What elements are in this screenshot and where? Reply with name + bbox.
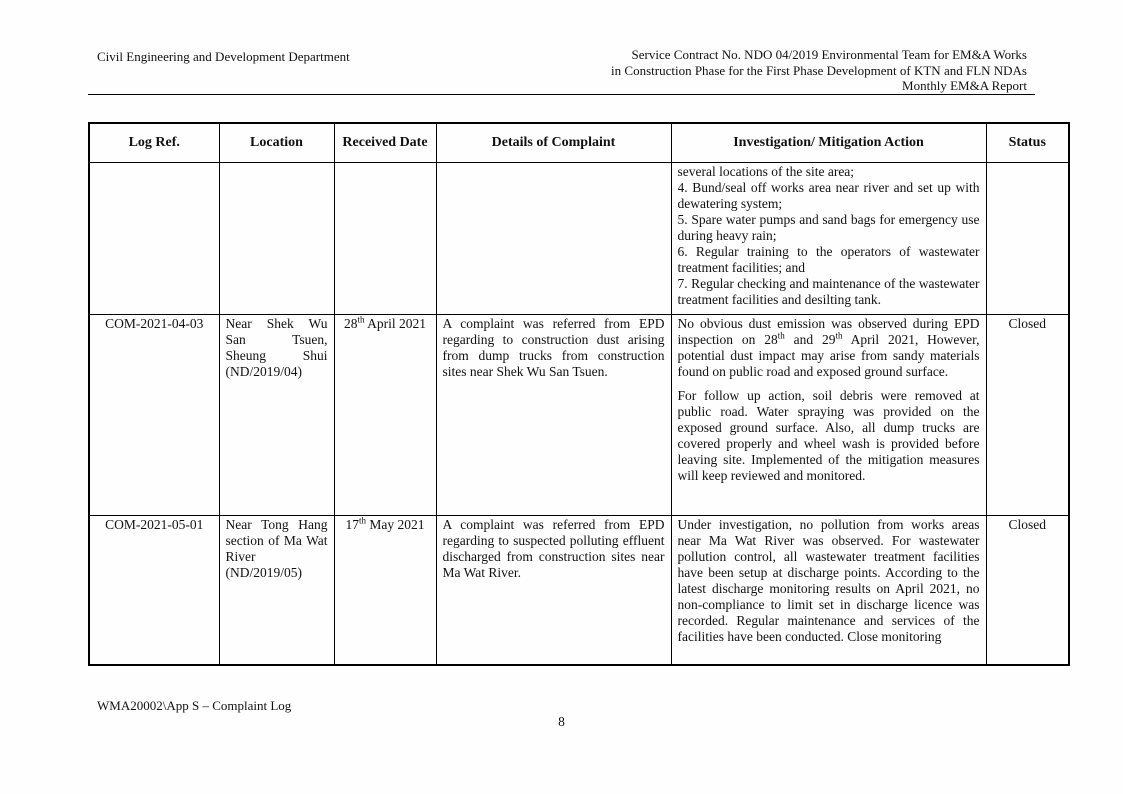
status-value: Closed xyxy=(1008,517,1046,532)
footer-document-reference: WMA20002\App S – Complaint Log xyxy=(97,698,292,713)
investigation-paragraph: Under investigation, no pollution from works areas near Ma Wat River was observed. For wastewater pollution control, all wastewater treatment facilities have been setup at discharge points. According to the latest discharge monitoring results on April 2021, no non-compliance to limit set in discharge licence was recorded. Regular maintenance and services of the facilities have been conducted. Close monitoring xyxy=(677,517,980,644)
cell-received-date: 28th April 2021 xyxy=(334,315,436,516)
cell-location: Near Shek Wu San Tsuen, Sheung Shui (ND/2019/04) xyxy=(219,315,334,516)
investigation-paragraph: 4. Bund/seal off works area near river and set up with dewatering system; xyxy=(677,180,980,211)
cell-details: A complaint was referred from EPD regarding to construction dust arising from dump trucks from construction sites near Shek Wu San Tsuen. xyxy=(436,315,671,516)
cell-details: A complaint was referred from EPD regarding to suspected polluting effluent discharged from construction sites near Ma Wat River. xyxy=(436,516,671,666)
table-row-com-2021-05-01 xyxy=(89,516,1069,666)
cell-status xyxy=(986,516,1069,666)
cell-log-ref: COM-2021-04-03 xyxy=(89,315,219,516)
cell-received-date: 17th May 2021 xyxy=(334,516,436,666)
table-row-com-2021-04-03 xyxy=(89,315,1069,516)
investigation-paragraph: For follow up action, soil debris were removed at public road. Water spraying was provided on the exposed ground surface. Also, all dump trucks are covered properly and wheel wash is provided before leaving site. Implemented of the mitigation measures will keep reviewed and monitored. xyxy=(677,388,980,483)
cell-status xyxy=(986,315,1069,516)
page-header-contract-line: in Construction Phase for the First Phase Development of KTN and FLN NDAs xyxy=(611,62,1027,78)
investigation-paragraph: No obvious dust emission was observed during EPD inspection on 28th and 29th April 2021, However, potential dust impact may arise from sandy materials found on public road and exposed ground surface. xyxy=(677,316,980,379)
col-header-log-ref: Log Ref. xyxy=(89,123,219,163)
cell-details xyxy=(436,163,671,315)
header-divider-rule xyxy=(88,94,1035,95)
page-header-contract-line: Service Contract No. NDO 04/2019 Environmental Team for EM&A Works xyxy=(631,47,1027,62)
cell-investigation xyxy=(671,163,986,315)
page-header-contract xyxy=(611,47,1027,94)
page-header-report-title: Monthly EM&A Report xyxy=(902,78,1027,93)
page-number: 8 xyxy=(558,714,565,729)
investigation-paragraph: 5. Spare water pumps and sand bags for emergency use during heavy rain; xyxy=(677,212,980,243)
col-header-received-date: Received Date xyxy=(334,123,436,163)
cell-received-date xyxy=(334,163,436,315)
table-header-row xyxy=(89,123,1069,163)
table-row-continuation xyxy=(89,163,1069,315)
complaint-log-table xyxy=(88,122,1070,666)
col-header-investigation: Investigation/ Mitigation Action xyxy=(671,123,986,163)
paragraph-spacer xyxy=(678,380,980,388)
col-header-location: Location xyxy=(219,123,334,163)
cell-location: Near Tong Hang section of Ma Wat River (ND/2019/05) xyxy=(219,516,334,666)
cell-status xyxy=(986,163,1069,315)
col-header-status: Status xyxy=(986,123,1069,163)
investigation-paragraph: 7. Regular checking and maintenance of the wastewater treatment facilities and desilting tank. xyxy=(677,276,980,307)
status-value: Closed xyxy=(1008,316,1046,331)
col-header-details: Details of Complaint xyxy=(436,123,671,163)
investigation-paragraph: 6. Regular training to the operators of wastewater treatment facilities; and xyxy=(677,244,980,275)
cell-investigation xyxy=(671,315,986,516)
cell-log-ref xyxy=(89,163,219,315)
cell-investigation xyxy=(671,516,986,666)
cell-log-ref: COM-2021-05-01 xyxy=(89,516,219,666)
investigation-paragraph: several locations of the site area; xyxy=(677,164,855,179)
cell-location xyxy=(219,163,334,315)
page-header-department: Civil Engineering and Development Department xyxy=(97,49,350,64)
